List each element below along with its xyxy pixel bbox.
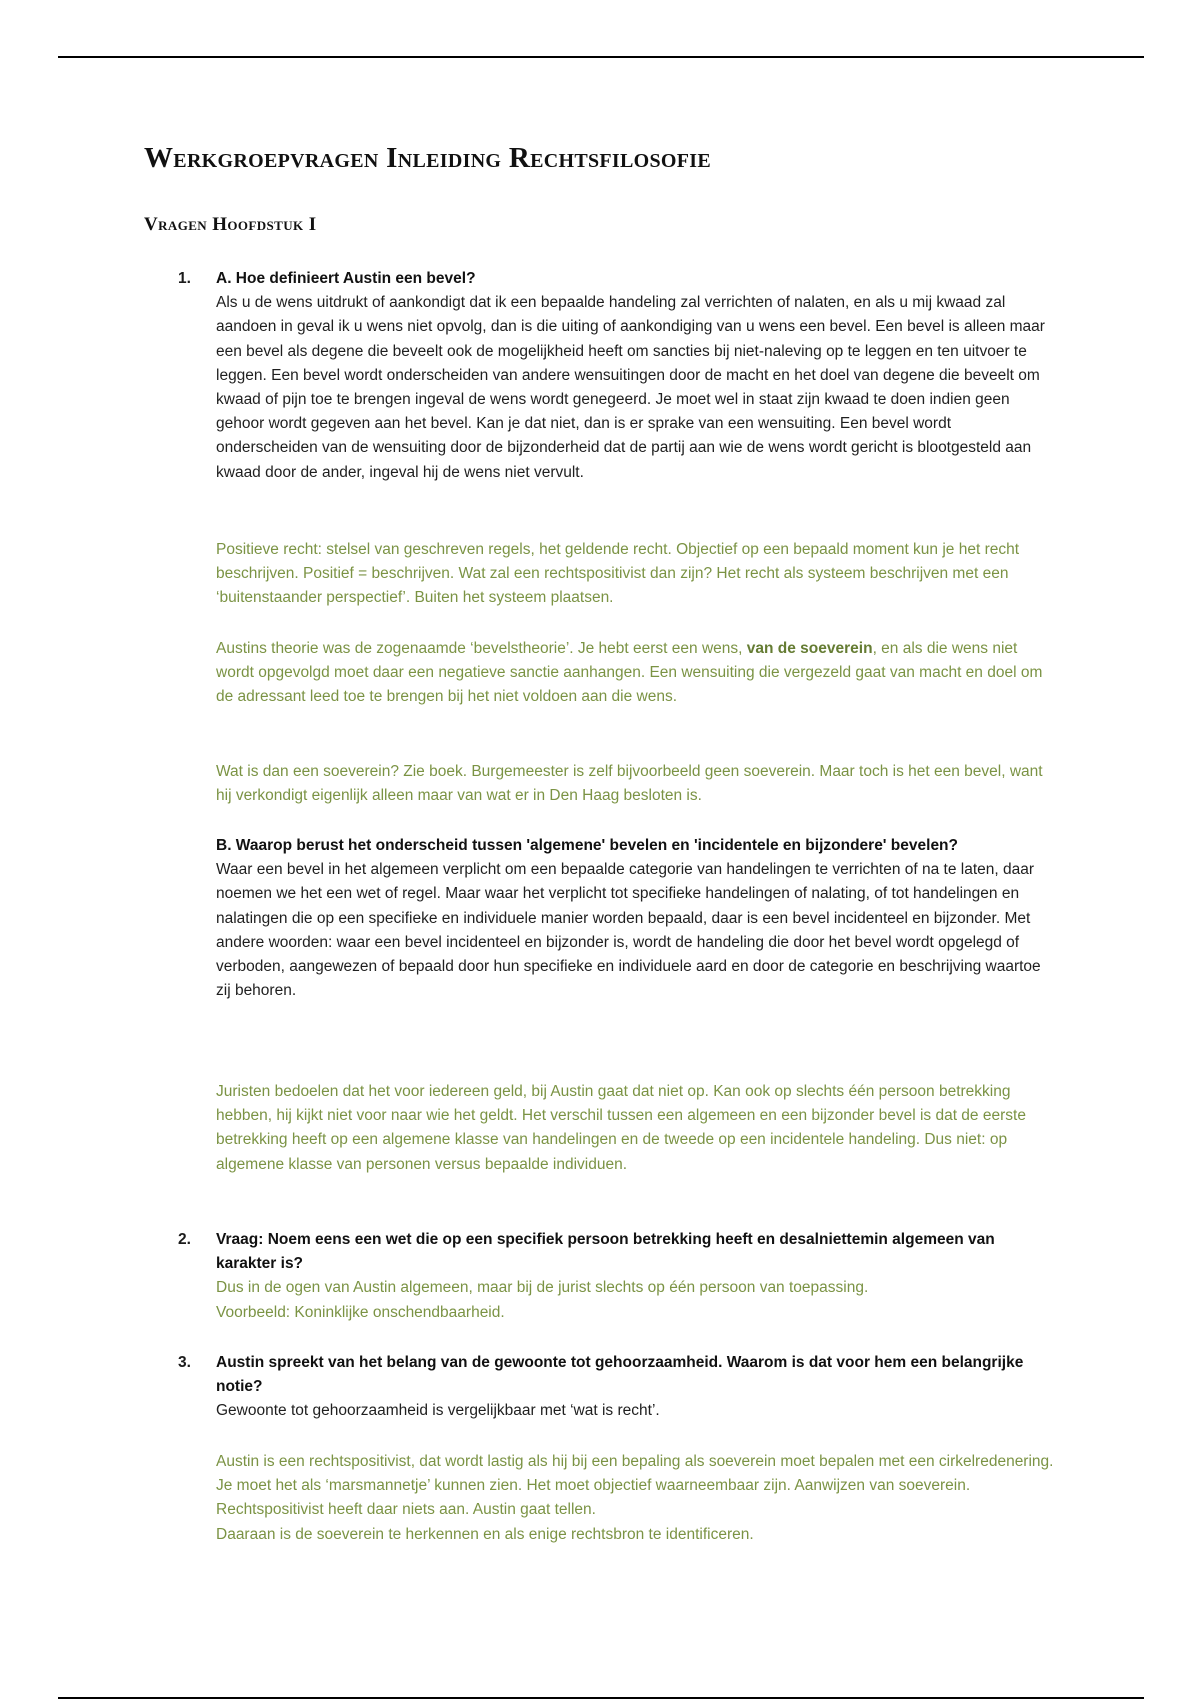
note-command-theory-pre: Austins theorie was de zogenaamde ‘bevelstheorie’. Je hebt eerst een wens, [216, 640, 747, 657]
question-2-number: 2. [178, 1231, 191, 1248]
question-2-block [216, 1228, 1056, 1325]
note-sovereign: Wat is dan een soeverein? Zie boek. Burgemeester is zelf bijvoorbeeld geen soeverein. Maar toch is het een bevel, want hij verkondigt eigenlijk alleen maar van wat er in Den Haag besloten is. [216, 763, 1043, 805]
question-3-block [216, 1351, 1056, 1424]
note-command-theory [216, 637, 1056, 710]
note-command-theory-post: , en als die wens niet wordt opgevolgd moet daar een negatieve sanctie aanhangen. Een wensuiting die vergezeld gaat van macht en doel om de adressant leed toe te brengen bij het niet voldoen aan die wens. [216, 640, 1043, 706]
question-1a-answer: Als u de wens uitdrukt of aankondigt dat ik een bepaalde handeling zal verrichten of nalaten, en als u mij kwaad zal aandoen in geval ik u wens niet opvolg, dan is die uiting of aankondiging van u wens een bevel. Een bevel is alleen maar een bevel als degene die beveelt ook de mogelijkheid heeft om sancties bij niet-naleving op te leggen en ten uitvoer te leggen. Een bevel wordt onderscheiden van andere wensuitingen door de macht en het doel van degene die beveelt om kwaad of pijn toe te brengen ingeval de wens wordt genegeerd. Je moet wel in staat zijn kwaad te doen indien geen gehoor wordt gegeven aan het bevel. Kan je dat niet, dan is er sprake van een wensuiting. Een bevel wordt onderscheiden van de wensuiting door de bijzonderheid dat de partij aan wie de wens wordt gericht is blootgesteld aan kwaad door de ander, ingeval hij de wens niet vervult. [216, 294, 1045, 481]
question-3-answer: Gewoonte tot gehoorzaamheid is vergelijkbaar met ‘wat is recht’. [216, 1402, 660, 1420]
question-1b-text: B. Waarop berust het onderscheid tussen 'algemene' bevelen en 'incidentele en bijzondere' bevelen? [216, 837, 958, 854]
question-3-number: 3. [178, 1354, 191, 1371]
note-jurists: Juristen bedoelen dat het voor iedereen geld, bij Austin gaat dat niet op. Kan ook op slechts één persoon betrekking hebben, hij kijkt niet voor naar wie het geldt. Het verschil tussen een algemeen en een bijzonder bevel is dat de eerste betrekking heeft op een algemene klasse van handelingen en de tweede op een incidentele handeling. Dus niet: op algemene klasse van personen versus bepaalde individuen. [216, 1083, 1026, 1173]
chapter-heading: Vragen Hoofdstuk I [144, 214, 317, 235]
top-rule [58, 56, 1144, 58]
question-1a-text: A. Hoe definieert Austin een bevel? [216, 270, 476, 287]
bottom-rule [58, 1697, 1144, 1699]
note-command-theory-bold: van de soeverein [746, 640, 873, 657]
question-3-note-line-1: Austin is een rechtspositivist, dat wordt lastig als hij bij een bepaling als soeverein moet bepalen met een cirkelredenering. Je moet het als ‘marsmannetje’ kunnen zien. Het moet objectief waarneembaar zijn. Aanwijzen van soeverein. Rechtspositivist heeft daar niets aan. Austin gaat tellen. [216, 1453, 1054, 1519]
question-3-notes [216, 1450, 1056, 1547]
question-2-note-line-1: Dus in de ogen van Austin algemeen, maar bij de jurist slechts op één persoon van toepassing. [216, 1279, 869, 1297]
question-1-number: 1. [178, 270, 191, 287]
note-positive-law: Positieve recht: stelsel van geschreven regels, het geldende recht. Objectief op een bepaald moment kun je het recht beschrijven. Positief = beschrijven. Wat zal een rechtspositivist dan zijn? Het recht als systeem beschrijven met een ‘buitenstaander perspectief’. Buiten het systeem plaatsen. [216, 541, 1020, 607]
question-1b-answer: Waar een bevel in het algemeen verplicht om een bepaalde categorie van handelingen te verrichten of na te laten, daar noemen we het een wet of regel. Maar waar het verplicht tot specifieke handelingen of nalating, of tot handelingen en nalatingen die op een specifieke en individuele manier worden bepaald, daar is een bevel incidenteel en bijzonder. Met andere woorden: waar een bevel incidenteel en bijzonder is, wordt de handeling die door het bevel wordt opgelegd of verboden, aangewezen of bepaald door hun specifieke en individuele aard en door de categorie en beschrijving waartoe zij behoren. [216, 861, 1041, 1000]
question-3-note-line-2: Daaraan is de soeverein te herkennen en als enige rechtsbron te identificeren. [216, 1525, 754, 1543]
document-title: Werkgroepvragen Inleiding Rechtsfilosofie [144, 142, 712, 174]
question-1b-block [216, 834, 1056, 1003]
question-1-block [216, 267, 1056, 485]
question-2-text: Vraag: Noem eens een wet die op een specifiek persoon betrekking heeft en desalniettemin algemeen van karakter is? [216, 1231, 995, 1273]
question-2-note-line-2: Voorbeeld: Koninklijke onschendbaarheid. [216, 1303, 505, 1321]
question-3-text: Austin spreekt van het belang van de gewoonte tot gehoorzaamheid. Waarom is dat voor hem een belangrijke notie? [216, 1354, 1024, 1396]
